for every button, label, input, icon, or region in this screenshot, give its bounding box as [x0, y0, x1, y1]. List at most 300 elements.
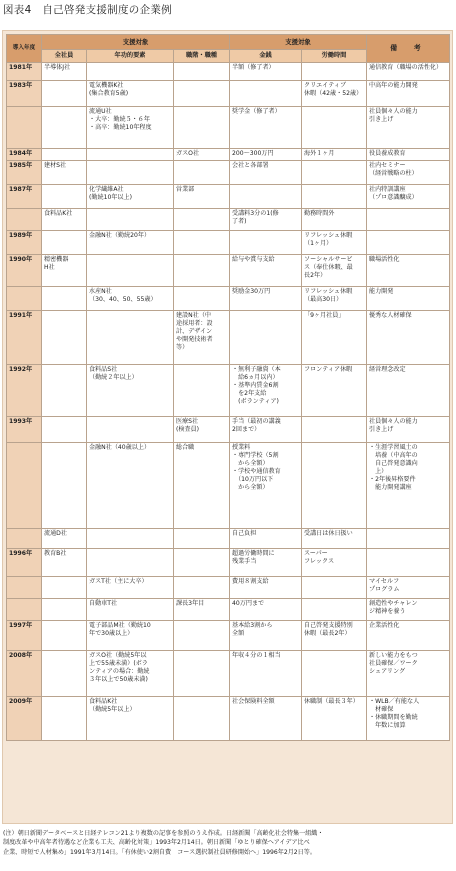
working-hours-cell [302, 231, 367, 255]
all-employees-cell [42, 63, 87, 81]
cell-text-line: を2年支給 [232, 389, 267, 397]
cell-text-line: 半導体J社 [44, 64, 71, 71]
cell-text-line: （プロ意識醸成） [369, 193, 418, 201]
cell-text-line: 1991年 [9, 312, 33, 319]
rank-job-cell [174, 287, 230, 311]
footnote-line: 企業、時短で人材集め」1991年3月14日。「有休使い2割自費 コース選択制社員研修開始へ」1996年2月2日等。 [3, 848, 316, 856]
seniority-cell [87, 311, 174, 365]
seniority-cell [87, 577, 174, 599]
cell-text-line: 年で30歳以上） [89, 629, 134, 637]
cell-text-line: 手当（最初の講義 [232, 418, 281, 425]
table-row [7, 63, 450, 81]
remarks-cell [367, 107, 450, 149]
rank-job-cell [174, 209, 230, 231]
working-hours-cell [302, 161, 367, 185]
cell-text-line: プログラム [369, 585, 400, 593]
all-employees-cell [42, 621, 87, 651]
cell-text-line: (集合教育5歳) [89, 89, 129, 97]
cell-text-line: 勤務時間外 [304, 210, 335, 217]
cell-text-line: 精密機器 [44, 256, 69, 263]
cell-text-line: 中高年の能力開発 [369, 82, 418, 89]
cell-text-line: 基本給3割から [232, 622, 273, 629]
working-hours-cell [302, 697, 367, 741]
footnote-line: (注）朝日新聞データベースと日経テレコン21より複数の記事を参照のうえ作成。日経新聞「高齢化社会特集一組織・ [3, 830, 324, 837]
rank-job-cell [174, 577, 230, 599]
cell-text-line: 奨学金（修了者） [232, 108, 281, 115]
footnote [3, 829, 455, 857]
cell-text-line: 営業部 [176, 186, 195, 193]
all-employees-cell [42, 529, 87, 549]
cell-text-line: 1985年 [9, 162, 33, 169]
money-cell [230, 651, 302, 697]
cell-text-line: ・学校や通信教育 [232, 467, 281, 475]
all-employees-cell [42, 577, 87, 599]
money-cell [230, 107, 302, 149]
working-hours-cell [302, 577, 367, 599]
remarks-cell [367, 287, 450, 311]
table-row [7, 599, 450, 621]
rank-job-cell [174, 621, 230, 651]
remarks-cell [367, 209, 450, 231]
money-cell [230, 63, 302, 81]
table-row [7, 529, 450, 549]
cell-text-line: から全額） [232, 483, 269, 491]
cell-text-line: 残業手当 [232, 557, 257, 565]
company-examples-table [6, 34, 450, 741]
cell-text-line: 社会保険料全額 [232, 698, 275, 705]
seniority-cell [87, 161, 174, 185]
header-support-target-right: 支援対象 [230, 35, 367, 50]
money-cell [230, 529, 302, 549]
all-employees-cell [42, 107, 87, 149]
remarks-cell [367, 621, 450, 651]
header-remarks: 備 考 [367, 35, 450, 63]
cell-text-line: ・専門学校（5割 [232, 451, 279, 459]
cell-text-line: 材確保 [369, 705, 394, 713]
cell-text-line: マイセルフ [369, 578, 400, 585]
seniority-cell [87, 185, 174, 209]
money-cell [230, 577, 302, 599]
table-row [7, 365, 450, 417]
table-row [7, 549, 450, 577]
cell-text-line: 2008年 [9, 652, 33, 659]
header-seniority: 年功的要素 [87, 50, 174, 63]
seniority-cell [87, 621, 174, 651]
seniority-cell [87, 651, 174, 697]
cell-text-line: 通信教育（職場の活性化） [369, 64, 443, 71]
all-employees-cell [42, 697, 87, 741]
money-cell [230, 209, 302, 231]
cell-text-line: 建材S社 [44, 162, 67, 169]
cell-text-line: フロンティア休暇 [304, 366, 353, 373]
cell-text-line: 建設N社（中 [176, 312, 212, 319]
cell-text-line: 2回まで） [232, 425, 261, 433]
cell-text-line: 全額 [232, 629, 245, 637]
cell-text-line: （勤続２年以上） [89, 373, 138, 381]
remarks-cell [367, 149, 450, 161]
working-hours-cell [302, 255, 367, 287]
intro-year-cell [7, 621, 42, 651]
money-cell [230, 255, 302, 287]
intro-year-cell [7, 149, 42, 161]
cell-text-line: (勤続10年以上) [89, 193, 132, 201]
money-cell [230, 697, 302, 741]
cell-text-line: 自己啓発支援特別 [304, 622, 353, 629]
remarks-cell [367, 651, 450, 697]
cell-text-line: 授業料 [232, 444, 251, 451]
all-employees-cell [42, 417, 87, 443]
remarks-cell [367, 443, 450, 529]
table-row [7, 107, 450, 149]
all-employees-cell [42, 311, 87, 365]
remarks-cell [367, 599, 450, 621]
table-row [7, 209, 450, 231]
cell-text-line: 1997年 [9, 622, 33, 629]
money-cell [230, 549, 302, 577]
cell-text-line: 総合職 [176, 444, 195, 451]
cell-text-line: 1992年 [9, 366, 33, 373]
cell-text-line: 1987年 [9, 186, 33, 193]
remarks-cell [367, 63, 450, 81]
money-cell [230, 443, 302, 529]
cell-text-line: クリエイティブ [304, 82, 347, 89]
intro-year-cell [7, 311, 42, 365]
cell-text-line: リフレッシュ休暇 [304, 232, 353, 239]
cell-text-line: 2009年 [9, 698, 33, 705]
table-row [7, 417, 450, 443]
intro-year-cell [7, 81, 42, 107]
cell-text-line: 上） [369, 467, 388, 475]
cell-text-line: （最高30日） [304, 295, 343, 303]
seniority-cell [87, 209, 174, 231]
cell-text-line: 食料品S社 [89, 366, 118, 373]
cell-text-line: 社員確保／ワーク [369, 659, 418, 667]
cell-text-line: 給6ヵ月以内） [232, 373, 279, 381]
cell-text-line: 化学繊維A社 [89, 186, 124, 193]
intro-year-cell [7, 599, 42, 621]
working-hours-cell [302, 549, 367, 577]
all-employees-cell [42, 287, 87, 311]
all-employees-cell [42, 209, 87, 231]
working-hours-cell [302, 209, 367, 231]
cell-text-line: 水産N社 [89, 288, 112, 295]
header-money: 金銭 [230, 50, 302, 63]
intro-year-cell [7, 443, 42, 529]
cell-text-line: 社員個々人の能力 [369, 418, 418, 425]
seniority-cell [87, 107, 174, 149]
all-employees-cell [42, 149, 87, 161]
cell-text-line: 1990年 [9, 256, 33, 263]
cell-text-line: 1989年 [9, 232, 33, 239]
intro-year-cell [7, 417, 42, 443]
seniority-cell [87, 529, 174, 549]
cell-text-line: 等） [176, 343, 189, 351]
cell-text-line: 役員養成教育 [369, 150, 406, 157]
cell-text-line: 休暇（最長2年） [304, 629, 351, 637]
cell-text-line: 半額（修了者） [232, 64, 275, 71]
intro-year-cell [7, 529, 42, 549]
header-working-hours: 労働時間 [302, 50, 367, 63]
cell-text-line: 奨励金30万円 [232, 288, 271, 295]
intro-year-cell [7, 549, 42, 577]
cell-text-line: 能力開発講座 [369, 483, 412, 491]
cell-text-line: 1983年 [9, 82, 33, 89]
rank-job-cell [174, 231, 230, 255]
cell-text-line: （勤続5年以上） [89, 705, 136, 713]
working-hours-cell [302, 365, 367, 417]
money-cell [230, 311, 302, 365]
rank-job-cell [174, 599, 230, 621]
seniority-cell [87, 443, 174, 529]
cell-text-line: 電気機器K社 [89, 82, 124, 89]
cell-text-line: （10万円以下 [232, 475, 274, 483]
cell-text-line: H社 [44, 263, 55, 271]
working-hours-cell [302, 107, 367, 149]
table-row [7, 185, 450, 209]
rank-job-cell [174, 365, 230, 417]
cell-text-line: 職場活性化 [369, 256, 400, 263]
rank-job-cell [174, 63, 230, 81]
cell-text-line: 金融N社（40歳以上） [89, 444, 151, 451]
remarks-cell [367, 81, 450, 107]
cell-text-line: 計、デザイン [176, 327, 213, 335]
cell-text-line: 200～300万円 [232, 150, 274, 157]
intro-year-cell [7, 577, 42, 599]
cell-text-line: 休職制（最長３年） [304, 698, 359, 705]
seniority-cell [87, 549, 174, 577]
remarks-cell [367, 549, 450, 577]
cell-text-line: 会社と各部署 [232, 162, 269, 169]
remarks-cell [367, 255, 450, 287]
cell-text-line: や開発技術者 [176, 335, 213, 343]
rank-job-cell [174, 417, 230, 443]
cell-text-line: ・休職期間を勤続 [369, 713, 418, 721]
working-hours-cell [302, 621, 367, 651]
money-cell [230, 161, 302, 185]
money-cell [230, 287, 302, 311]
seniority-cell [87, 63, 174, 81]
cell-text-line: (ボランティア) [232, 397, 279, 405]
working-hours-cell [302, 81, 367, 107]
cell-text-line: 金融N社（勤続20年） [89, 232, 151, 239]
cell-text-line: 1984年 [9, 150, 33, 157]
all-employees-cell [42, 365, 87, 417]
table-row [7, 443, 450, 529]
money-cell [230, 621, 302, 651]
intro-year-cell [7, 697, 42, 741]
rank-job-cell [174, 185, 230, 209]
cell-text-line: 教育B社 [44, 550, 67, 557]
remarks-cell [367, 529, 450, 549]
all-employees-cell [42, 651, 87, 697]
cell-text-line: 長2年） [304, 271, 327, 279]
cell-text-line: 社内セミナー [369, 162, 406, 169]
header-all-employees: 全社員 [42, 50, 87, 63]
money-cell [230, 149, 302, 161]
table-body [7, 63, 450, 741]
seniority-cell [87, 255, 174, 287]
working-hours-cell [302, 529, 367, 549]
cell-text-line: 休暇（42歳・52歳） [304, 89, 363, 97]
cell-text-line: ンティアの場合：勤続 [89, 667, 150, 675]
table-row [7, 255, 450, 287]
cell-text-line: 能力開発 [369, 288, 394, 295]
cell-text-line: シェアリング [369, 667, 406, 675]
seniority-cell [87, 365, 174, 417]
cell-text-line: 給与や賞与支給 [232, 256, 275, 263]
money-cell [230, 231, 302, 255]
cell-text-line: 受講料3分の1(修 [232, 210, 279, 217]
remarks-cell [367, 231, 450, 255]
seniority-cell [87, 599, 174, 621]
cell-text-line: 引き上げ [369, 115, 394, 123]
intro-year-cell [7, 209, 42, 231]
all-employees-cell [42, 81, 87, 107]
rank-job-cell [174, 529, 230, 549]
cell-text-line: 途採用者：設 [176, 319, 213, 327]
money-cell [230, 417, 302, 443]
table-row [7, 577, 450, 599]
rank-job-cell [174, 697, 230, 741]
intro-year-cell [7, 651, 42, 697]
cell-text-line: 上で55歳未満）(ボラ [89, 659, 148, 667]
cell-text-line: 優秀な人材確保 [369, 312, 412, 319]
remarks-cell [367, 417, 450, 443]
cell-text-line: 超過労働時間に [232, 550, 275, 557]
cell-text-line: 社内特訓講座 [369, 186, 406, 193]
table-row [7, 149, 450, 161]
cell-text-line: ・2年後昇格要件 [369, 475, 416, 483]
cell-text-line: ジ精神を養う [369, 607, 406, 615]
cell-text-line: ・高卒：勤続10年程度 [89, 123, 152, 131]
table-row [7, 161, 450, 185]
money-cell [230, 365, 302, 417]
working-hours-cell [302, 417, 367, 443]
cell-text-line: 受講日は休日扱い [304, 530, 353, 537]
footnote-line: 制度改革や中高年者待遇など企業も工夫、高齢化対策」1993年2月14日。朝日新聞「ゆとり確保へアイデア比べ [3, 839, 310, 847]
table-row [7, 81, 450, 107]
rank-job-cell [174, 651, 230, 697]
cell-text-line: 経営理念改定 [369, 366, 406, 373]
seniority-cell [87, 287, 174, 311]
cell-text-line: ・WLB／有能な人 [369, 698, 420, 705]
cell-text-line: 電子部品M社（勤続10 [89, 622, 151, 629]
table-row [7, 697, 450, 741]
seniority-cell [87, 81, 174, 107]
header-support-target-left: 支援対象 [42, 35, 230, 50]
remarks-cell [367, 577, 450, 599]
table-row [7, 621, 450, 651]
cell-text-line: 企業活性化 [369, 622, 400, 629]
cell-text-line: ス（奉仕休暇、最 [304, 263, 353, 271]
seniority-cell [87, 149, 174, 161]
cell-text-line: 「9ヶ月社員」 [304, 312, 345, 319]
all-employees-cell [42, 549, 87, 577]
table-row [7, 287, 450, 311]
rank-job-cell [174, 81, 230, 107]
header-rank-job: 職階・職種 [174, 50, 230, 63]
cell-text-line: (検査員) [176, 425, 200, 433]
remarks-cell [367, 697, 450, 741]
all-employees-cell [42, 185, 87, 209]
cell-text-line: 海外１ヶ月 [304, 150, 335, 157]
cell-text-line: 年収４分の１相当 [232, 652, 281, 659]
remarks-cell [367, 365, 450, 417]
intro-year-cell [7, 161, 42, 185]
working-hours-cell [302, 651, 367, 697]
intro-year-cell [7, 287, 42, 311]
seniority-cell [87, 417, 174, 443]
cell-text-line: 新しい能力をもつ [369, 652, 418, 659]
table-row [7, 651, 450, 697]
cell-text-line: 流通U社 [89, 108, 112, 115]
figure-title: 図表4 自己啓発支援制度の企業例 [3, 4, 172, 16]
cell-text-line: ガスO社（勤続5年以 [89, 652, 147, 659]
header-intro-year: 導入年度 [7, 35, 42, 63]
cell-text-line: ガスT社（主に大卒） [89, 578, 148, 585]
seniority-cell [87, 697, 174, 741]
cell-text-line: ・生涯学習風土の [369, 444, 418, 451]
all-employees-cell [42, 599, 87, 621]
cell-text-line: ・大卒：勤続５・６年 [89, 115, 150, 123]
cell-text-line: 40万円まで [232, 600, 265, 607]
cell-text-line: 食料品K社 [44, 210, 73, 217]
cell-text-line: ソーシャルサービ [304, 256, 353, 263]
cell-text-line: 自己啓発意識向 [369, 459, 418, 467]
cell-text-line: 費用８割支給 [232, 578, 269, 585]
money-cell [230, 81, 302, 107]
working-hours-cell [302, 287, 367, 311]
intro-year-cell [7, 107, 42, 149]
cell-text-line: 了者) [232, 217, 247, 225]
cell-text-line: 課長3年目 [176, 600, 205, 607]
cell-text-line: から全額） [232, 459, 269, 467]
rank-job-cell [174, 149, 230, 161]
cell-text-line: ３年以上で50歳未満) [89, 675, 148, 683]
cell-text-line: 自動車T社 [89, 600, 118, 607]
cell-text-line: 年数に加算 [369, 721, 406, 729]
rank-job-cell [174, 161, 230, 185]
cell-text-line: 流通D社 [44, 530, 67, 537]
working-hours-cell [302, 311, 367, 365]
cell-text-line: ・無利子融資（本 [232, 366, 281, 373]
all-employees-cell [42, 255, 87, 287]
working-hours-cell [302, 149, 367, 161]
remarks-cell [367, 185, 450, 209]
cell-text-line: 自己負担 [232, 530, 257, 537]
working-hours-cell [302, 185, 367, 209]
intro-year-cell [7, 185, 42, 209]
table-row [7, 311, 450, 365]
rank-job-cell [174, 107, 230, 149]
intro-year-cell [7, 365, 42, 417]
cell-text-line: （30、40、50、55歳） [89, 295, 157, 303]
cell-text-line: （経営戦略の柱） [369, 169, 418, 177]
rank-job-cell [174, 443, 230, 529]
all-employees-cell [42, 161, 87, 185]
table-row [7, 231, 450, 255]
cell-text-line: 社員個々人の能力 [369, 108, 418, 115]
rank-job-cell [174, 549, 230, 577]
working-hours-cell [302, 63, 367, 81]
cell-text-line: 1981年 [9, 64, 33, 71]
intro-year-cell [7, 63, 42, 81]
money-cell [230, 185, 302, 209]
cell-text-line: 培養（中高年の [369, 451, 418, 459]
intro-year-cell [7, 231, 42, 255]
rank-job-cell [174, 255, 230, 287]
cell-text-line: 1993年 [9, 418, 33, 425]
